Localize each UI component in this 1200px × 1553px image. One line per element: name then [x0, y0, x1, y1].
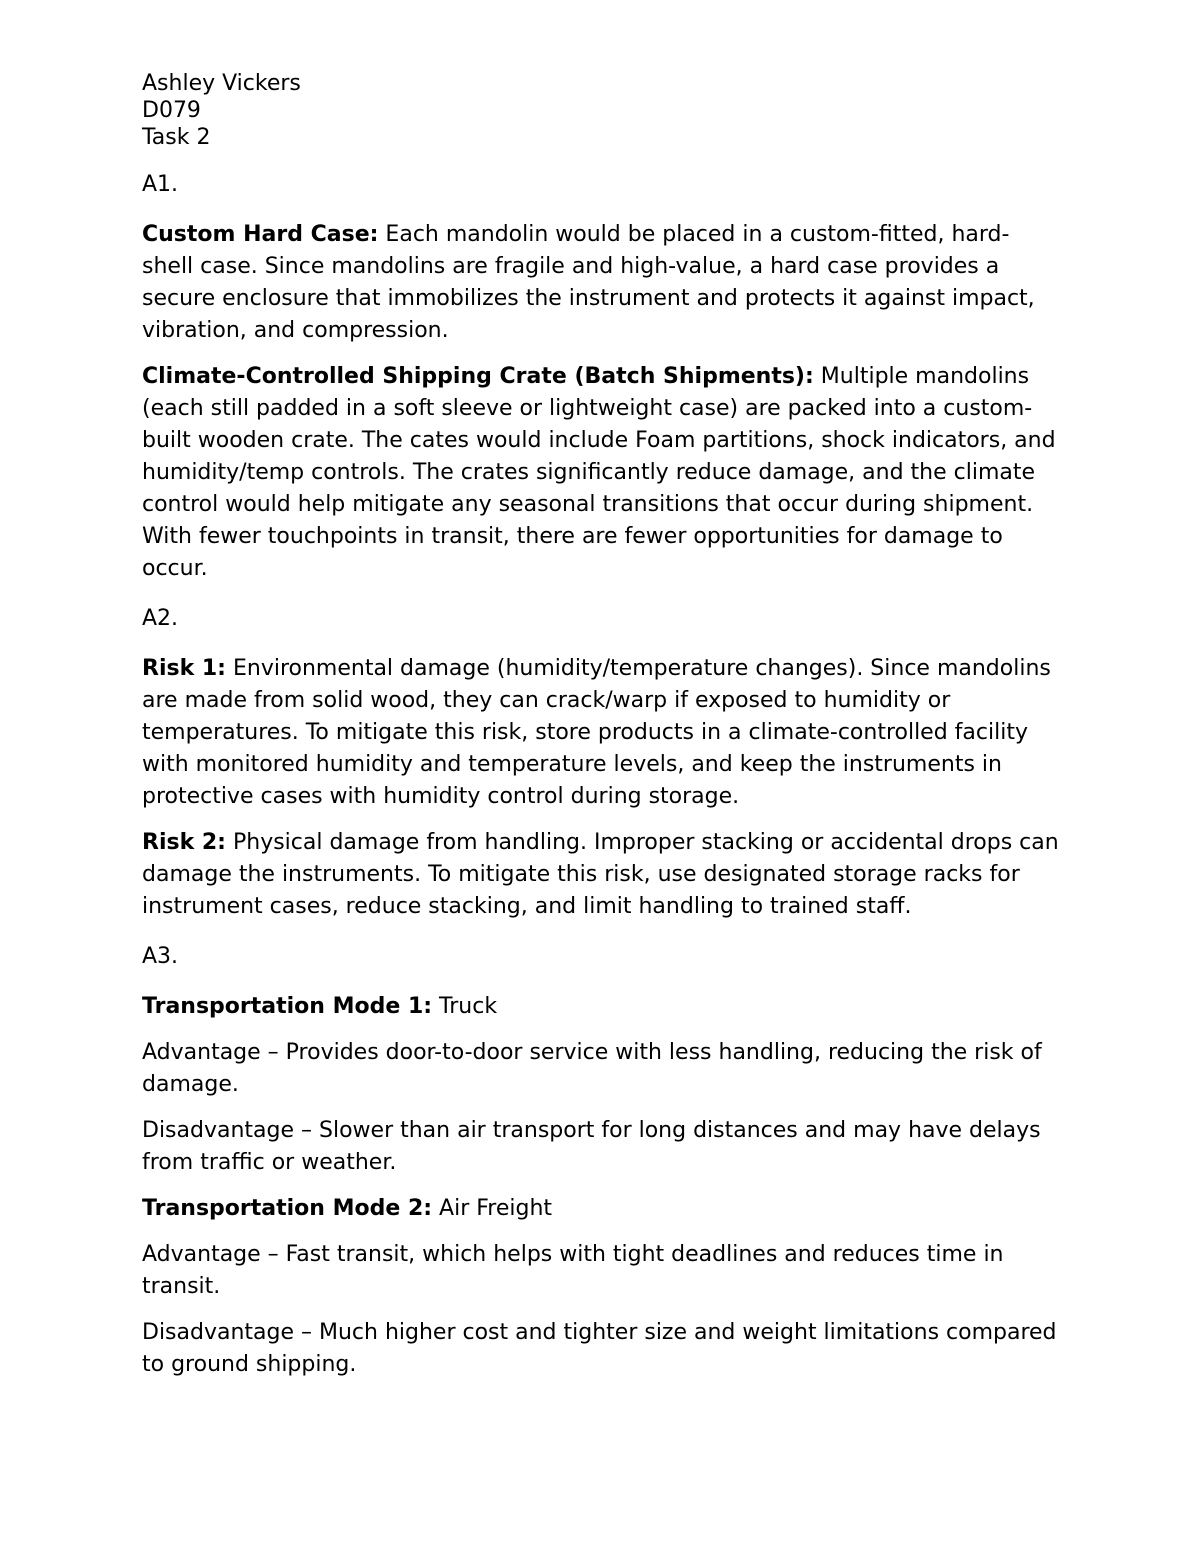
paragraph-heading: Transportation Mode 1:	[142, 994, 433, 1019]
paragraph-mode-1	[142, 991, 1060, 1023]
paragraph-shipping-crate	[142, 361, 1060, 585]
author-name: Ashley Vickers	[142, 71, 301, 96]
section-label-a2: A2.	[142, 606, 179, 631]
paragraph-mode-2	[142, 1193, 1060, 1225]
paragraph-text: Truck	[432, 994, 498, 1019]
paragraph-heading: Custom Hard Case:	[142, 222, 379, 247]
paragraph-text: Each mandolin would be placed in a custom-fitted, hard-shell case. Since mandolins are fragile and high-value, a hard case provides a secure enclosure that immobilizes the instrument and protects it against impact, vibration, and compression.	[142, 222, 1035, 343]
paragraph-text: Environmental damage (humidity/temperature changes). Since mandolins are made from solid wood, they can crack/warp if exposed to humidity or temperatures. To mitigate this risk, store products in a climate-controlled facility with monitored humidity and temperature levels, and keep the instruments in protective cases with humidity control during storage.	[142, 656, 1051, 809]
paragraph-heading: Climate-Controlled Shipping Crate (Batch Shipments):	[142, 364, 814, 389]
paragraph-mode-2-disadvantage: Disadvantage – Much higher cost and tighter size and weight limitations compared to ground shipping.	[142, 1320, 1057, 1377]
paragraph-mode-1-disadvantage: Disadvantage – Slower than air transport for long distances and may have delays from traffic or weather.	[142, 1118, 1041, 1175]
document-header	[142, 70, 1060, 151]
paragraph-heading: Risk 1:	[142, 656, 226, 681]
paragraph-mode-1-advantage: Advantage – Provides door-to-door service with less handling, reducing the risk of damage.	[142, 1040, 1042, 1097]
paragraph-text: Air Freight	[432, 1196, 553, 1221]
task-label: Task 2	[142, 125, 211, 150]
section-label-a1: A1.	[142, 172, 179, 197]
paragraph-heading: Risk 2:	[142, 830, 226, 855]
paragraph-mode-2-advantage: Advantage – Fast transit, which helps with tight deadlines and reduces time in transit.	[142, 1242, 1004, 1299]
paragraph-risk-2	[142, 827, 1060, 923]
section-label-a3: A3.	[142, 944, 179, 969]
paragraph-risk-1	[142, 653, 1060, 813]
paragraph-heading: Transportation Mode 2:	[142, 1196, 433, 1221]
paragraph-text: Multiple mandolins (each still padded in a soft sleeve or lightweight case) are packed into a custom-built wooden crate. The cates would include Foam partitions, shock indicators, and humidity/temp controls. The crates significantly reduce damage, and the climate control would help mitigate any seasonal transitions that occur during shipment. With fewer touchpoints in transit, there are fewer opportunities for damage to occur.	[142, 364, 1056, 581]
course-code: D079	[142, 98, 201, 123]
paragraph-custom-hard-case	[142, 219, 1060, 347]
paragraph-text: Physical damage from handling. Improper stacking or accidental drops can damage the instruments. To mitigate this risk, use designated storage racks for instrument cases, reduce stacking, and limit handling to trained staff.	[142, 830, 1059, 919]
